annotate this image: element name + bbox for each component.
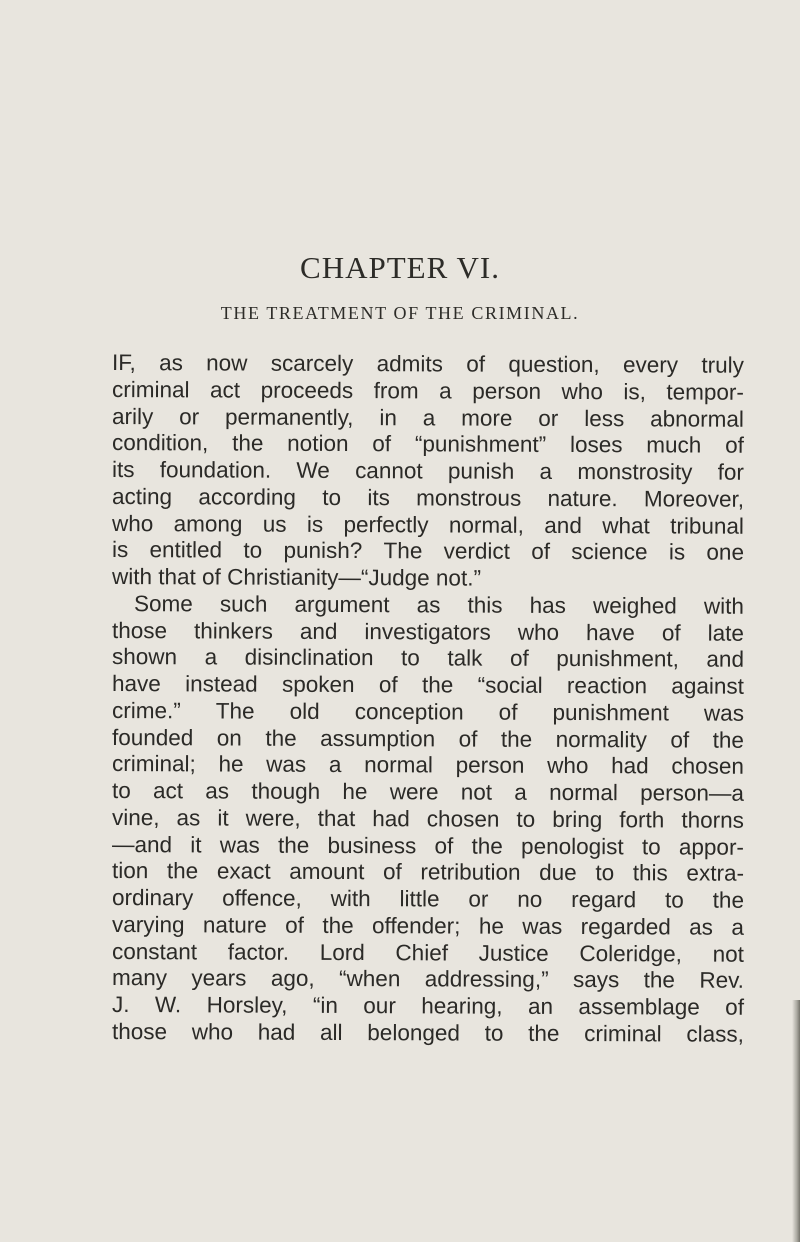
text-line: IF, as now scarcely admits of question, every truly: [111, 350, 744, 378]
text-line: ordinary offence, with little or no regard to the: [111, 885, 745, 913]
text-line: who among us is perfectly normal, and what tribunal: [111, 510, 744, 539]
text-line: criminal; he was a normal person who had chosen: [111, 751, 744, 780]
text-line: shown a disinclination to talk of punishment, and: [111, 644, 745, 673]
text-line: founded on the assumption of the normality of the: [111, 724, 745, 753]
text-line: Some such argument as this has weighed with: [133, 590, 744, 619]
text-line: is entitled to punish? The verdict of science is one: [111, 537, 745, 566]
text-line: criminal act proceeds from a person who is, tempor-: [111, 376, 745, 405]
text-line: arily or permanently, in a more or less abnormal: [111, 403, 745, 432]
text-line: to act as though he were not a normal person—a: [111, 778, 745, 806]
text-line: those who had all belonged to the criminal class,: [111, 1018, 744, 1047]
text-line: condition, the notion of “punishment” loses much of: [111, 430, 744, 459]
text-line: those thinkers and investigators who have of late: [111, 617, 744, 646]
text-line: many years ago, “when addressing,” says the Rev.: [111, 965, 745, 994]
text-line: vine, as it were, that had chosen to bring forth thorns: [111, 804, 744, 833]
text-line: with that of Christianity—“Judge not.”: [111, 564, 482, 591]
page-edge-shadow: [792, 1000, 800, 1242]
text-line: —and it was the business of the penologist to appor-: [111, 831, 745, 860]
text-line: acting according to its monstrous nature. Moreover,: [111, 483, 745, 512]
text-line: J. W. Horsley, “in our hearing, an assemblage of: [111, 992, 745, 1020]
text-line: crime.” The old conception of punishment was: [111, 697, 745, 726]
text-line: its foundation. We cannot punish a monstrosity for: [111, 457, 745, 485]
text-line: constant factor. Lord Chief Justice Coleridge, not: [111, 938, 744, 967]
body-text: [112, 350, 744, 1046]
text-line: tion the exact amount of retribution due to this extra-: [111, 858, 745, 887]
section-title: THE TREATMENT OF THE CRIMINAL.: [220, 303, 580, 323]
text-line: varying nature of the offender; he was regarded as a: [111, 911, 744, 940]
text-line: have instead spoken of the “social reaction against: [111, 671, 744, 699]
chapter-heading: CHAPTER VI.: [300, 250, 500, 285]
